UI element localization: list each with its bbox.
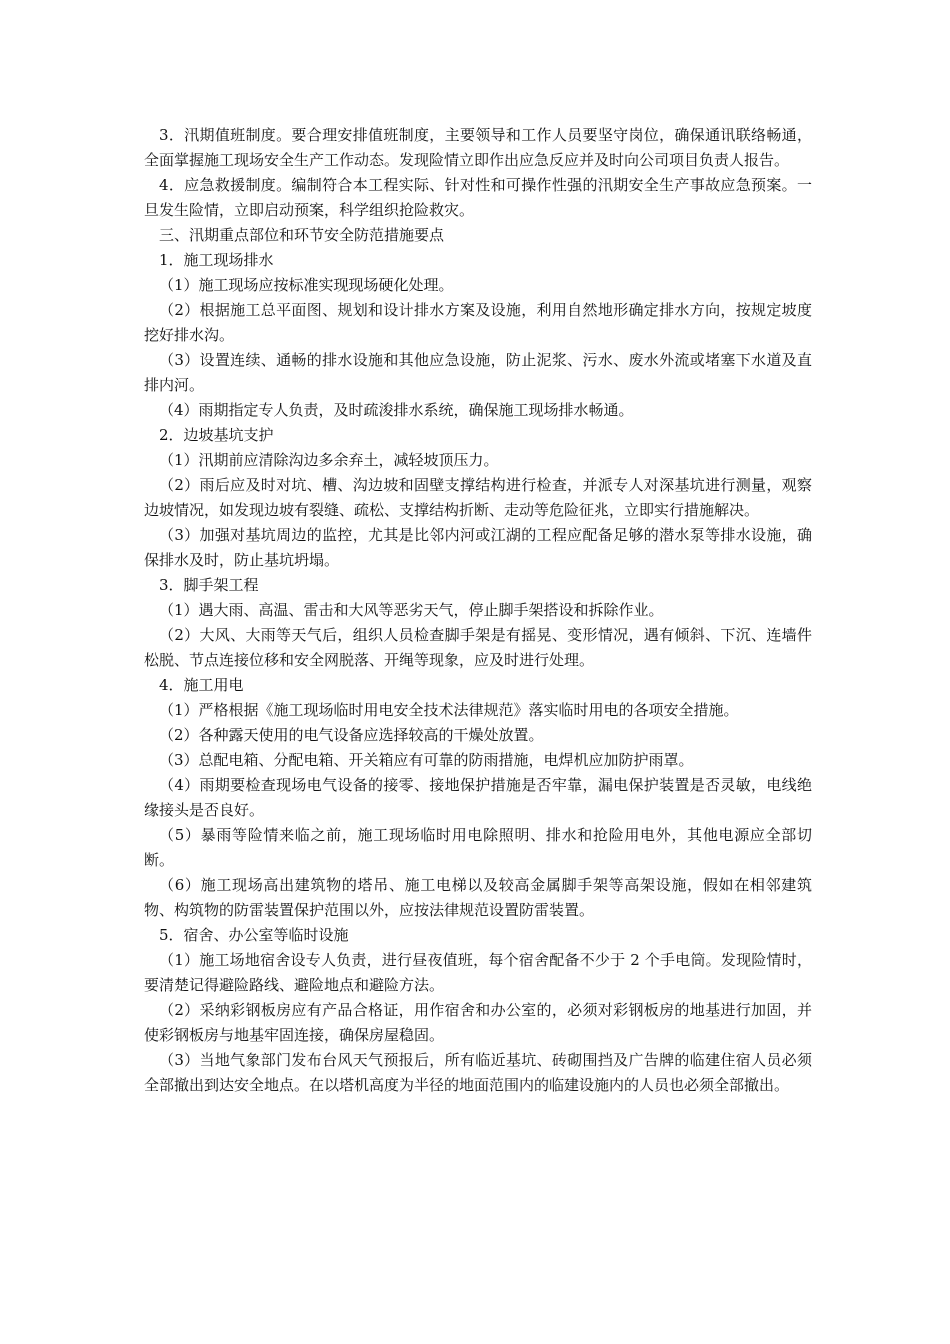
list-item: （2）根据施工总平面图、规划和设计排水方案及设施，利用自然地形确定排水方向，按规定坡度挖好排水沟。 xyxy=(144,301,812,344)
list-item: （2）各种露天使用的电气设备应选择较高的干燥处放置。 xyxy=(159,726,544,744)
subsection-heading: 2．边坡基坑支护 xyxy=(159,426,274,444)
list-item: （6）施工现场高出建筑物的塔吊、施工电梯以及较高金属脚手架等高架设施，假如在相邻建筑物、构筑物的防雷装置保护范围以外，应按法律规范设置防雷装置。 xyxy=(144,876,812,919)
list-item: （4）雨期要检查现场电气设备的接零、接地保护措施是否牢靠，漏电保护装置是否灵敏，电线绝缘接头是否良好。 xyxy=(144,776,812,819)
document-body xyxy=(144,123,812,1098)
list-item: （3）总配电箱、分配电箱、开关箱应有可靠的防雨措施，电焊机应加防护雨罩。 xyxy=(159,751,694,769)
list-item: （2）大风、大雨等天气后，组织人员检查脚手架是有摇晃、变形情况，遇有倾斜、下沉、连墙件松脱、节点连接位移和安全网脱落、开绳等现象，应及时进行处理。 xyxy=(144,626,812,669)
list-item: （5）暴雨等险情来临之前，施工现场临时用电除照明、排水和抢险用电外，其他电源应全部切断。 xyxy=(144,826,812,869)
subsection-heading: 5．宿舍、办公室等临时设施 xyxy=(159,926,349,944)
list-item: （1）遇大雨、高温、雷击和大风等恶劣天气，停止脚手架搭设和拆除作业。 xyxy=(159,601,664,619)
list-item: （2）雨后应及时对坑、槽、沟边坡和固壁支撑结构进行检查，并派专人对深基坑进行测量，观察边坡情况，如发现边坡有裂缝、疏松、支撑结构折断、走动等危险征兆，立即实行措施解决。 xyxy=(144,476,812,519)
list-item: （4）雨期指定专人负责，及时疏浚排水系统，确保施工现场排水畅通。 xyxy=(159,401,634,419)
subsection-heading: 3．脚手架工程 xyxy=(159,576,259,594)
paragraph: 3．汛期值班制度。要合理安排值班制度，主要领导和工作人员要坚守岗位，确保通讯联络畅通，全面掌握施工现场安全生产工作动态。发现险情立即作出应急反应并及时向公司项目负责人报告。 xyxy=(144,126,812,169)
list-item: （1）严格根据《施工现场临时用电安全技术法律规范》落实临时用电的各项安全措施。 xyxy=(159,701,739,719)
subsection-heading: 4．施工用电 xyxy=(159,676,244,694)
list-item: （1）施工现场应按标准实现现场硬化处理。 xyxy=(159,276,454,294)
list-item: （1）施工场地宿舍设专人负责，进行昼夜值班，每个宿舍配备不少于 2 个手电筒。发现险情时，要清楚记得避险路线、避险地点和避险方法。 xyxy=(144,951,812,994)
paragraph: 4．应急救援制度。编制符合本工程实际、针对性和可操作性强的汛期安全生产事故应急预案。一旦发生险情，立即启动预案，科学组织抢险救灾。 xyxy=(144,176,812,219)
list-item: （3）当地气象部门发布台风天气预报后，所有临近基坑、砖砌围挡及广告牌的临建住宿人员必须全部撤出到达安全地点。在以塔机高度为半径的地面范围内的临建设施内的人员也必须全部撤出。 xyxy=(144,1051,812,1094)
section-heading: 三、汛期重点部位和环节安全防范措施要点 xyxy=(159,226,445,244)
list-item: （1）汛期前应清除沟边多余弃土，减轻坡顶压力。 xyxy=(159,451,499,469)
list-item: （3）加强对基坑周边的监控，尤其是比邻内河或江湖的工程应配备足够的潜水泵等排水设施，确保排水及时，防止基坑坍塌。 xyxy=(144,526,812,569)
list-item: （2）采纳彩钢板房应有产品合格证，用作宿舍和办公室的，必须对彩钢板房的地基进行加固，并使彩钢板房与地基牢固连接，确保房屋稳固。 xyxy=(144,1001,812,1044)
list-item: （3）设置连续、通畅的排水设施和其他应急设施，防止泥浆、污水、废水外流或堵塞下水道及直排内河。 xyxy=(144,351,812,394)
subsection-heading: 1．施工现场排水 xyxy=(159,251,274,269)
